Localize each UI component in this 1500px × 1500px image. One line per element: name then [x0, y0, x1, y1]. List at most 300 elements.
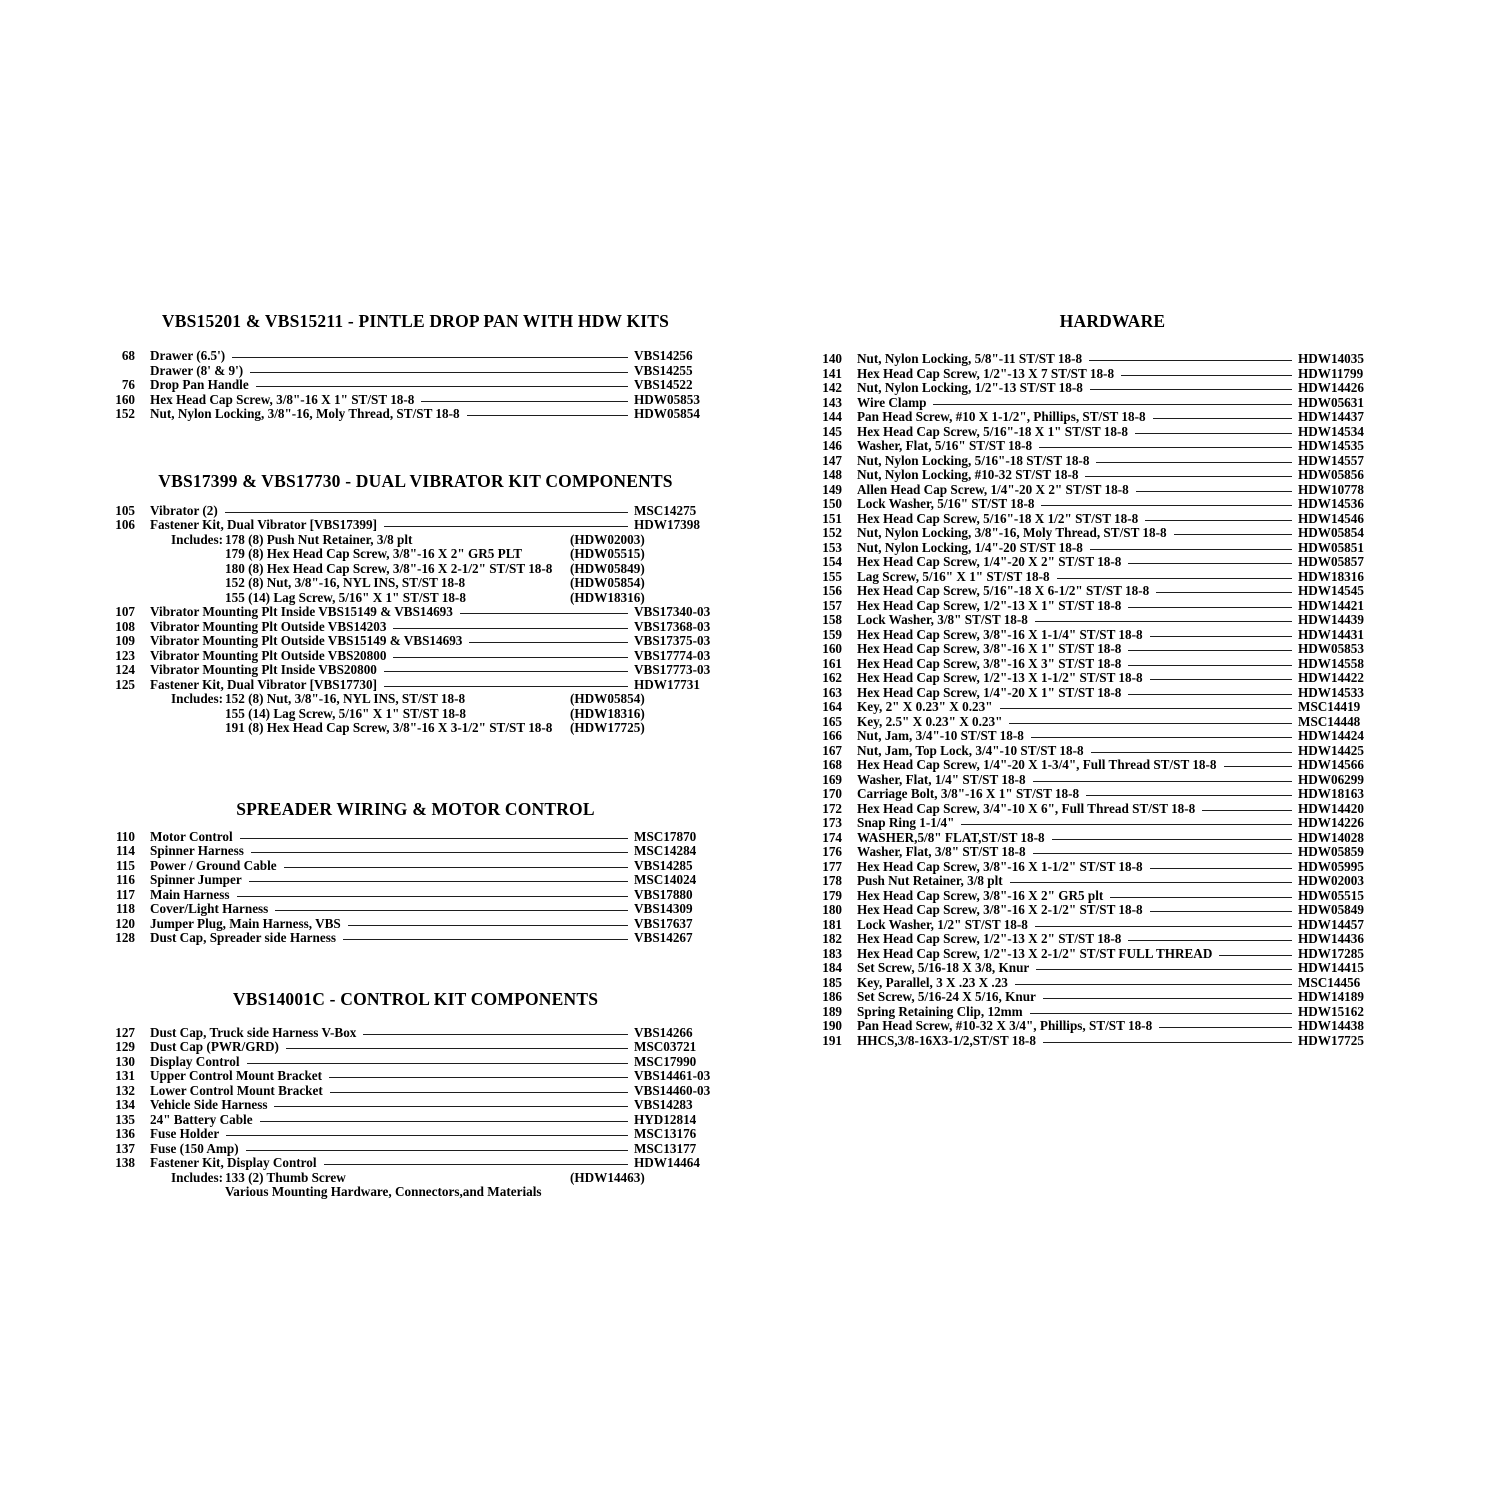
leader-line [250, 364, 628, 379]
part-number: HDW14189 [1298, 989, 1364, 1004]
item-number: 185 [822, 974, 842, 990]
leader-line [1039, 439, 1292, 454]
item-description: Vibrator Mounting Plt Inside VBS15149 & VBS14693 [150, 604, 453, 619]
item-number: 146 [822, 438, 842, 453]
section-rows [113, 1026, 718, 1200]
leader-line [961, 816, 1292, 831]
leader-line [1031, 729, 1292, 744]
included-part-number: (HDW02003) [570, 531, 645, 547]
leader-line [384, 663, 628, 678]
item-description: Display Control [150, 1053, 240, 1069]
included-item-description: 152 (8) Nut, 3/8"-16, NYL INS, ST/ST 18-8 [225, 691, 466, 706]
item-number: 140 [822, 351, 842, 366]
part-number: HDW14424 [1298, 728, 1364, 743]
part-row [820, 599, 1405, 614]
item-number: 177 [822, 858, 842, 874]
item-description: Drop Pan Handle [150, 377, 249, 392]
part-row [113, 634, 718, 649]
item-number: 147 [822, 452, 842, 468]
item-description: HHCS,3/8-16X3-1/2,ST/ST 18-8 [857, 1032, 1036, 1048]
part-number: HDW05631 [1298, 394, 1364, 410]
item-description: Spring Retaining Clip, 12mm [857, 1003, 1023, 1019]
item-number: 153 [822, 539, 842, 555]
includes-row [113, 562, 718, 577]
item-description: Hex Head Cap Screw, 1/2"-13 X 2" ST/ST 18-8 [857, 931, 1122, 946]
item-description: Set Screw, 5/16-24 X 5/16, Knur [857, 989, 1036, 1004]
item-description: Pan Head Screw, #10-32 X 3/4", Phillips, ST/ST 18-8 [857, 1018, 1153, 1033]
part-row [820, 613, 1405, 628]
part-number: HDW05853 [634, 391, 700, 407]
part-number: VBS14283 [634, 1097, 693, 1112]
part-number: VBS14461-03 [634, 1068, 711, 1083]
item-number: 123 [115, 647, 135, 663]
part-number: MSC14456 [1298, 974, 1361, 990]
part-number: HDW17731 [634, 676, 700, 692]
item-description: Hex Head Cap Screw, 3/8"-16 X 1-1/2" ST/ST 18-8 [857, 858, 1143, 874]
leader-line [384, 518, 628, 533]
includes-row [113, 692, 718, 707]
part-number: HDW14437 [1298, 409, 1364, 424]
item-number: 143 [822, 394, 842, 410]
part-number: HDW14546 [1298, 510, 1364, 526]
leader-line [237, 888, 629, 903]
part-row [820, 555, 1405, 570]
item-number: 159 [822, 626, 842, 642]
item-number: 166 [822, 728, 842, 743]
leader-line [1009, 715, 1292, 730]
part-row [820, 410, 1405, 425]
section-title: VBS15201 & VBS15211 - PINTLE DROP PAN WITH HDW KITS [161, 311, 670, 331]
includes-label: Includes: [171, 531, 224, 547]
item-description: Fastener Kit, Display Control [150, 1155, 317, 1170]
leader-line [933, 396, 1292, 411]
item-description: Set Screw, 5/16-18 X 3/8, Knur [857, 960, 1030, 975]
included-item-description: 152 (8) Nut, 3/8"-16, NYL INS, ST/ST 18-8 [225, 575, 466, 590]
part-row [820, 512, 1405, 527]
part-number: HDW05853 [1298, 641, 1364, 656]
item-description: Hex Head Cap Screw, 5/16"-18 X 1" ST/ST 18-8 [857, 423, 1128, 439]
part-row [820, 454, 1405, 469]
item-number: 136 [115, 1126, 135, 1141]
item-number: 131 [115, 1068, 135, 1083]
part-row [820, 889, 1405, 904]
part-row [113, 1026, 718, 1041]
item-number: 160 [822, 641, 842, 656]
part-row [820, 729, 1405, 744]
part-row [113, 663, 718, 678]
part-row [820, 976, 1405, 991]
item-description: Dust Cap, Spreader side Harness [150, 930, 336, 945]
leader-line [1128, 642, 1292, 657]
leader-line [284, 859, 628, 874]
leader-line [1096, 454, 1292, 469]
leader-line [1057, 570, 1292, 585]
item-number: 172 [822, 800, 842, 816]
part-row [820, 932, 1405, 947]
part-number: HDW14534 [1298, 423, 1364, 439]
item-description: Hex Head Cap Screw, 1/2"-13 X 2-1/2" ST/ST FULL THREAD [857, 945, 1213, 961]
item-description: Lower Control Mount Bracket [150, 1082, 323, 1098]
leader-line [1030, 1005, 1292, 1020]
item-description: Power / Ground Cable [150, 857, 277, 873]
leader-line [1128, 686, 1292, 701]
includes-label [171, 576, 225, 591]
item-number: 154 [822, 554, 842, 569]
item-description: Nut, Jam, 3/4"-10 ST/ST 18-8 [857, 728, 1024, 743]
part-row [820, 439, 1405, 454]
section-title: HARDWARE [1059, 311, 1166, 331]
part-number: HDW05859 [1298, 844, 1364, 859]
part-number: HYD12814 [634, 1111, 697, 1127]
leader-line [393, 620, 628, 635]
leader-line [1036, 961, 1292, 976]
part-row [820, 570, 1405, 585]
leader-line [1153, 410, 1292, 425]
included-item-description: 155 (14) Lag Screw, 5/16" X 1" ST/ST 18-8 [225, 589, 466, 605]
part-row [113, 844, 718, 859]
leader-line [1110, 889, 1292, 904]
part-row [113, 917, 718, 932]
leader-line [1090, 541, 1292, 556]
part-number: MSC14448 [1298, 713, 1361, 729]
item-number: 181 [822, 916, 842, 932]
item-description: Nut, Nylon Locking, #10-32 ST/ST 18-8 [857, 467, 1079, 482]
item-description: Key, Parallel, 3 X .23 X .23 [857, 974, 1008, 990]
part-number: HDW14457 [1298, 916, 1364, 932]
leader-line [469, 634, 628, 649]
item-number: 162 [822, 670, 842, 685]
part-number: HDW05515 [1298, 887, 1364, 903]
part-row [113, 349, 718, 364]
item-number: 155 [822, 568, 842, 584]
item-number: 179 [822, 887, 842, 903]
item-description: Hex Head Cap Screw, 1/4"-20 X 1" ST/ST 18-8 [857, 684, 1122, 700]
item-number: 183 [822, 945, 842, 961]
part-number: MSC17990 [634, 1053, 697, 1069]
item-number: 109 [115, 633, 135, 648]
item-description: Hex Head Cap Screw, 1/4"-20 X 2" ST/ST 18-8 [857, 554, 1122, 569]
includes-row [113, 591, 718, 606]
part-number: VBS17774-03 [634, 647, 711, 663]
included-item-description: 179 (8) Hex Head Cap Screw, 3/8"-16 X 2" GR5 PLT [225, 546, 523, 561]
parts-section [113, 989, 718, 1200]
includes-label [171, 591, 225, 606]
leader-line [247, 1055, 628, 1070]
leader-line [1128, 932, 1292, 947]
item-description: Spinner Jumper [150, 872, 242, 887]
part-row [820, 758, 1405, 773]
leader-line [1150, 628, 1292, 643]
item-number: 190 [822, 1018, 842, 1033]
part-number: HDW15162 [1298, 1003, 1364, 1019]
part-number: HDW14421 [1298, 597, 1364, 613]
includes-label [171, 547, 225, 562]
item-description: Dust Cap (PWR/GRD) [150, 1039, 279, 1054]
part-number: HDW14415 [1298, 960, 1364, 975]
item-description: Upper Control Mount Bracket [150, 1068, 323, 1083]
part-row [820, 671, 1405, 686]
item-description: Snap Ring 1-1/4" [857, 815, 955, 830]
part-row [113, 1156, 718, 1171]
leader-line [251, 844, 628, 859]
leader-line [1135, 425, 1292, 440]
part-number: HDW10778 [1298, 481, 1364, 497]
part-number: HDW05851 [1298, 539, 1364, 555]
item-description: Push Nut Retainer, 3/8 plt [857, 873, 1003, 888]
part-row [113, 518, 718, 533]
part-row [113, 1040, 718, 1055]
part-row [820, 425, 1405, 440]
item-description: Hex Head Cap Screw, 3/8"-16 X 3" ST/ST 18-8 [857, 655, 1122, 671]
part-row [820, 642, 1405, 657]
part-number: HDW05995 [1298, 858, 1364, 874]
item-number: 142 [822, 380, 842, 395]
item-number: 158 [822, 612, 842, 627]
leader-line [329, 1069, 628, 1084]
leader-line [1156, 584, 1292, 599]
part-number: HDW14426 [1298, 380, 1364, 395]
item-description: Pan Head Screw, #10 X 1-1/2", Phillips, ST/ST 18-8 [857, 409, 1146, 424]
item-number: 114 [115, 843, 135, 858]
item-number: 173 [822, 815, 842, 830]
leader-line [286, 1040, 628, 1055]
section-title: VBS17399 & VBS17730 - DUAL VIBRATOR KIT COMPONENTS [158, 470, 673, 491]
item-description: Hex Head Cap Screw, 1/2"-13 X 1-1/2" ST/ST 18-8 [857, 670, 1143, 685]
part-number: MSC14275 [634, 502, 697, 518]
item-description: Washer, Flat, 3/8" ST/ST 18-8 [857, 844, 1026, 859]
item-number: 127 [115, 1024, 135, 1040]
leader-line [1128, 555, 1292, 570]
includes-row [113, 1171, 718, 1186]
part-row [820, 860, 1405, 875]
part-row [820, 903, 1405, 918]
leader-line [1150, 860, 1292, 875]
item-description: Dust Cap, Truck side Harness V-Box [150, 1024, 357, 1040]
leader-line [1086, 787, 1292, 802]
item-number: 132 [115, 1082, 135, 1098]
leader-line [1000, 700, 1292, 715]
item-number: 68 [121, 348, 135, 363]
item-number: 144 [822, 409, 842, 424]
part-number: HDW05854 [634, 406, 700, 421]
part-number: MSC14284 [634, 843, 697, 858]
parts-section [113, 311, 718, 422]
part-number: HDW02003 [1298, 873, 1364, 888]
item-number: 186 [822, 989, 842, 1004]
included-part-number: (HDW14463) [570, 1169, 645, 1185]
leader-line [1150, 903, 1292, 918]
item-number: 134 [115, 1097, 135, 1112]
part-number: HDW14028 [1298, 829, 1364, 845]
part-number: MSC13177 [634, 1140, 697, 1156]
part-number: VBS14267 [634, 930, 693, 945]
part-row [820, 845, 1405, 860]
leader-line [246, 1142, 628, 1157]
includes-label [171, 721, 225, 736]
section-title: VBS14001C - CONTROL KIT COMPONENTS [232, 988, 599, 1009]
part-row [820, 396, 1405, 411]
part-row [820, 657, 1405, 672]
item-number: 169 [822, 771, 842, 787]
item-number: 120 [115, 915, 135, 931]
item-description: Key, 2.5" X 0.23" X 0.23" [857, 713, 1003, 729]
section-rows [113, 504, 718, 736]
part-number: VBS14256 [634, 348, 693, 363]
note-row [113, 1185, 718, 1200]
part-row [820, 526, 1405, 541]
includes-label [171, 707, 225, 722]
part-number: HDW17725 [1298, 1032, 1364, 1048]
parts-section [113, 799, 718, 946]
item-number: 125 [115, 676, 135, 692]
item-number: 130 [115, 1053, 135, 1069]
leader-line [240, 830, 628, 845]
part-row [820, 700, 1405, 715]
leader-line [1043, 990, 1292, 1005]
leader-line [226, 1127, 628, 1142]
leader-line [1033, 773, 1292, 788]
part-number: HDW14035 [1298, 351, 1364, 366]
included-item-description: 180 (8) Hex Head Cap Screw, 3/8"-16 X 2-1/2" ST/ST 18-8 [225, 560, 553, 576]
item-description: Lock Washer, 5/16" ST/ST 18-8 [857, 496, 1035, 511]
leader-line [1174, 526, 1292, 541]
included-item-description: 155 (14) Lag Screw, 5/16" X 1" ST/ST 18-8 [225, 705, 466, 721]
part-row [113, 605, 718, 620]
item-number: 165 [822, 713, 842, 729]
item-number: 152 [822, 525, 842, 540]
leader-line [1128, 599, 1292, 614]
item-number: 76 [121, 377, 135, 392]
leader-line [1150, 671, 1292, 686]
item-number: 106 [115, 517, 135, 532]
item-description: Jumper Plug, Main Harness, VBS [150, 915, 341, 931]
item-description: Hex Head Cap Screw, 5/16"-18 X 6-1/2" ST/ST 18-8 [857, 583, 1150, 598]
part-row [820, 352, 1405, 367]
includes-label: Includes: [171, 1169, 224, 1185]
leader-line [330, 1084, 628, 1099]
part-number: VBS17773-03 [634, 662, 711, 677]
item-number: 135 [115, 1111, 135, 1127]
part-row [113, 364, 718, 379]
includes-row [113, 707, 718, 722]
item-description: Hex Head Cap Screw, 5/16"-18 X 1/2" ST/ST 18-8 [857, 510, 1139, 526]
part-number: HDW14422 [1298, 670, 1364, 685]
item-description: 24" Battery Cable [150, 1111, 253, 1127]
leader-line [1043, 1034, 1292, 1049]
part-number: HDW05857 [1298, 554, 1364, 569]
part-number: MSC14024 [634, 872, 697, 887]
part-row [113, 1084, 718, 1099]
item-number: 116 [115, 872, 135, 887]
part-number: HDW14545 [1298, 583, 1364, 598]
item-number: 184 [822, 960, 842, 975]
leader-line [249, 873, 628, 888]
part-row [113, 1142, 718, 1157]
part-number: HDW11799 [1298, 365, 1364, 381]
item-number: 182 [822, 931, 842, 946]
item-number: 167 [822, 742, 842, 758]
item-number: 117 [115, 886, 135, 902]
leader-line [421, 393, 628, 408]
item-number: 170 [822, 786, 842, 801]
part-number: MSC17870 [634, 828, 697, 844]
part-row [820, 497, 1405, 512]
leader-line [460, 605, 628, 620]
part-row [820, 686, 1405, 701]
item-description: Carriage Bolt, 3/8"-16 X 1" ST/ST 18-8 [857, 786, 1080, 801]
part-number: HDW14439 [1298, 612, 1364, 627]
part-row [820, 816, 1405, 831]
leader-line [274, 1098, 628, 1113]
part-row [113, 1113, 718, 1128]
leader-line [256, 378, 628, 393]
leader-line [1035, 918, 1292, 933]
part-row [820, 1005, 1405, 1020]
item-description: Nut, Jam, Top Lock, 3/4"-10 ST/ST 18-8 [857, 742, 1084, 758]
item-description: Main Harness [150, 886, 230, 902]
part-row [113, 407, 718, 422]
leader-line [1085, 468, 1292, 483]
part-row [820, 628, 1405, 643]
item-number: 145 [822, 423, 842, 439]
item-description: Allen Head Cap Screw, 1/4"-20 X 2" ST/ST 18-8 [857, 481, 1129, 497]
leader-line [1041, 497, 1292, 512]
item-number: 174 [822, 829, 842, 845]
leader-line [324, 1156, 628, 1171]
part-row [113, 830, 718, 845]
item-number: 156 [822, 583, 842, 598]
item-number: 149 [822, 481, 842, 497]
part-number: HDW14536 [1298, 496, 1364, 511]
included-item-description: 178 (8) Push Nut Retainer, 3/8 plt [225, 531, 413, 547]
part-row [113, 931, 718, 946]
item-description: Hex Head Cap Screw, 3/4"-10 X 6", Full Thread ST/ST 18-8 [857, 800, 1196, 816]
part-row [113, 504, 718, 519]
part-number: HDW14533 [1298, 684, 1364, 700]
item-number: 176 [822, 844, 842, 859]
leader-line [384, 678, 628, 693]
item-number: 138 [115, 1155, 135, 1170]
section-rows [820, 352, 1405, 1048]
included-part-number: (HDW18316) [570, 589, 645, 605]
part-row [113, 620, 718, 635]
item-description: Lock Washer, 3/8" ST/ST 18-8 [857, 612, 1028, 627]
included-part-number: (HDW05515) [570, 546, 645, 561]
included-part-number: (HDW05854) [570, 691, 645, 706]
part-row [113, 859, 718, 874]
item-number: 191 [822, 1032, 842, 1048]
part-number: HDW14420 [1298, 800, 1364, 816]
part-row [820, 1019, 1405, 1034]
leader-line [1145, 512, 1292, 527]
item-description: WASHER,5/8" FLAT,ST/ST 18-8 [857, 829, 1045, 845]
item-number: 110 [115, 828, 135, 844]
hardware-parts-column [820, 311, 1405, 1048]
item-description: Hex Head Cap Screw, 3/8"-16 X 2" GR5 plt [857, 887, 1104, 903]
leader-line [1090, 381, 1292, 396]
part-number: HDW05849 [1298, 902, 1364, 917]
includes-label: Includes: [171, 691, 224, 706]
item-description: Key, 2" X 0.23" X 0.23" [857, 699, 993, 714]
part-number: HDW14464 [634, 1155, 700, 1170]
part-number: HDW17285 [1298, 945, 1364, 961]
leader-line [1224, 758, 1292, 773]
item-number: 163 [822, 684, 842, 700]
section-rows [113, 830, 718, 946]
item-description: Fuse (150 Amp) [150, 1140, 239, 1156]
item-number: 108 [115, 618, 135, 634]
item-number: 168 [822, 757, 842, 772]
